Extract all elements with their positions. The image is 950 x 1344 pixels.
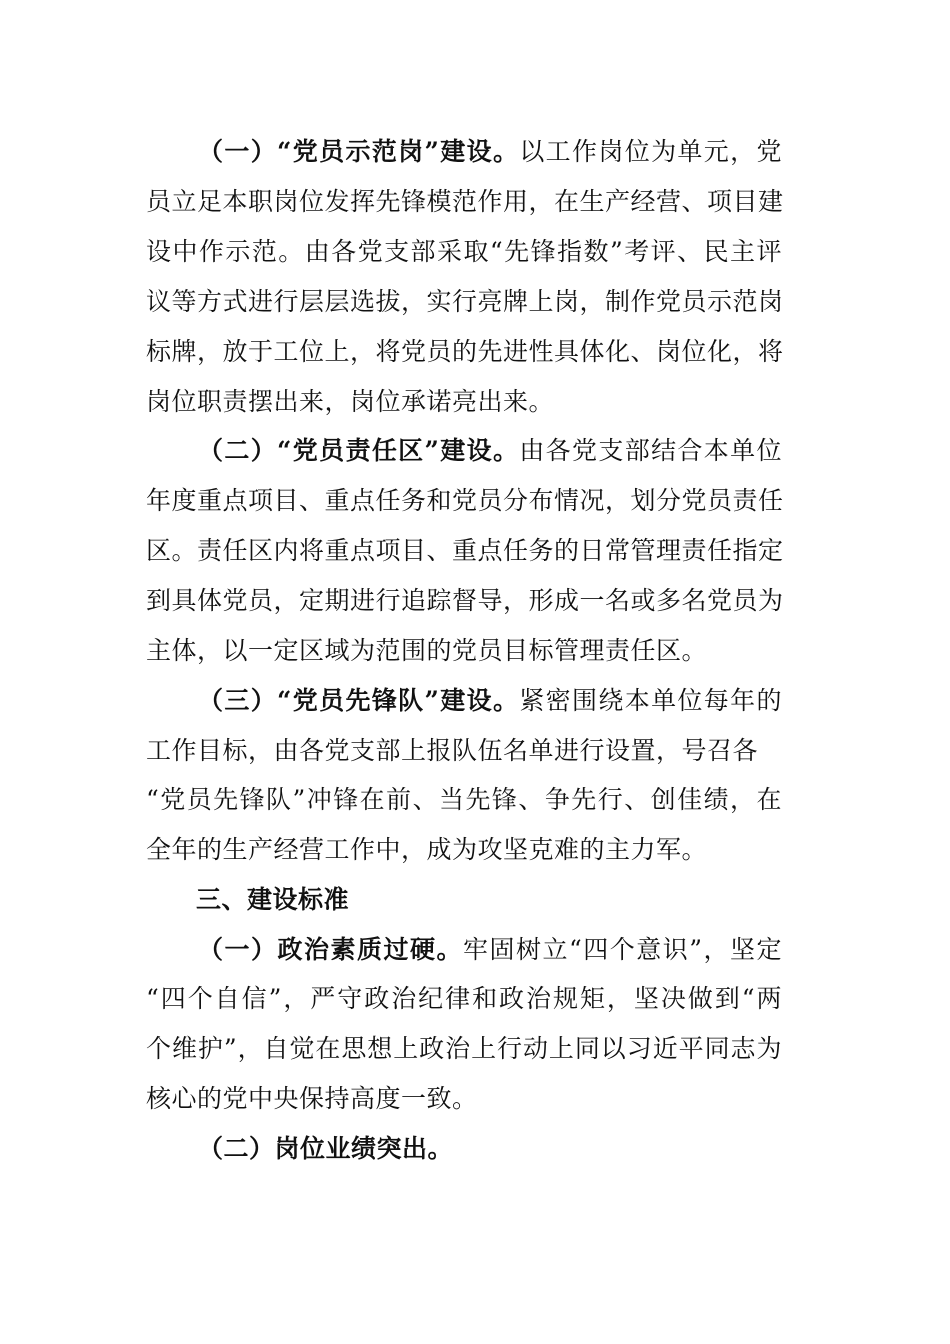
standard-1-line-3: 个维护”，自觉在思想上政治上行动上同以习近平同志为 — [146, 1034, 782, 1063]
paragraph-1-line-6: 岗位职责摆出来，岗位承诺亮出来。 — [146, 387, 555, 416]
paragraph-2-line-2: 年度重点项目、重点任务和党员分布情况，划分党员责任 — [146, 486, 784, 515]
paragraph-3-line-3: “党员先锋队”冲锋在前、当先锋、争先行、创佳绩，在 — [146, 785, 782, 814]
paragraph-3-title: （三）“党员先锋队”建设。 — [198, 686, 520, 715]
paragraph-2-title: （二）“党员责任区”建设。 — [198, 436, 520, 465]
paragraph-2-line-3: 区。责任区内将重点项目、重点任务的日常管理责任指定 — [146, 536, 784, 565]
paragraph-2-text-1: 由各党支部结合本单位 — [519, 436, 782, 465]
paragraph-3-text-1: 紧密围绕本单位每年的 — [519, 686, 782, 715]
paragraph-1-line-5: 标牌，放于工位上，将党员的先进性具体化、岗位化，将 — [146, 337, 784, 366]
standard-1-line-4: 核心的党中央保持高度一致。 — [146, 1084, 478, 1113]
section-heading: 三、建设标准 — [196, 885, 350, 914]
standard-1-line-2: “四个自信”，严守政治纪律和政治规矩，坚决做到“两 — [146, 984, 782, 1013]
paragraph-1-line-1 — [198, 135, 782, 169]
paragraph-1-title: （一）“党员示范岗”建设。 — [198, 137, 520, 166]
paragraph-1-line-3: 设中作示范。由各党支部采取“先锋指数”考评、民主评 — [146, 237, 782, 266]
paragraph-2-line-5: 主体，以一定区域为范围的党员目标管理责任区。 — [146, 636, 708, 665]
paragraph-2-line-1 — [198, 434, 782, 468]
standard-1-line-1 — [198, 933, 782, 967]
standard-1-title: （一）政治素质过硬。 — [198, 935, 463, 964]
paragraph-1-line-2: 员立足本职岗位发挥先锋模范作用，在生产经营、项目建 — [146, 187, 784, 216]
paragraph-1-line-4: 议等方式进行层层选拔，实行亮牌上岗，制作党员示范岗 — [146, 287, 784, 316]
paragraph-3-line-2: 工作目标，由各党支部上报队伍名单进行设置，号召各 — [146, 736, 759, 765]
paragraph-2-line-4: 到具体党员，定期进行追踪督导，形成一名或多名党员为 — [146, 586, 784, 615]
paragraph-1-text-1: 以工作岗位为单元，党 — [519, 137, 782, 166]
standard-2-title: （二）岗位业绩突出。 — [198, 1134, 454, 1163]
standard-1-text-1: 牢固树立“四个意识”，坚定 — [462, 935, 782, 964]
paragraph-3-line-4: 全年的生产经营工作中，成为攻坚克难的主力军。 — [146, 835, 708, 864]
paragraph-3-line-1 — [198, 684, 782, 718]
